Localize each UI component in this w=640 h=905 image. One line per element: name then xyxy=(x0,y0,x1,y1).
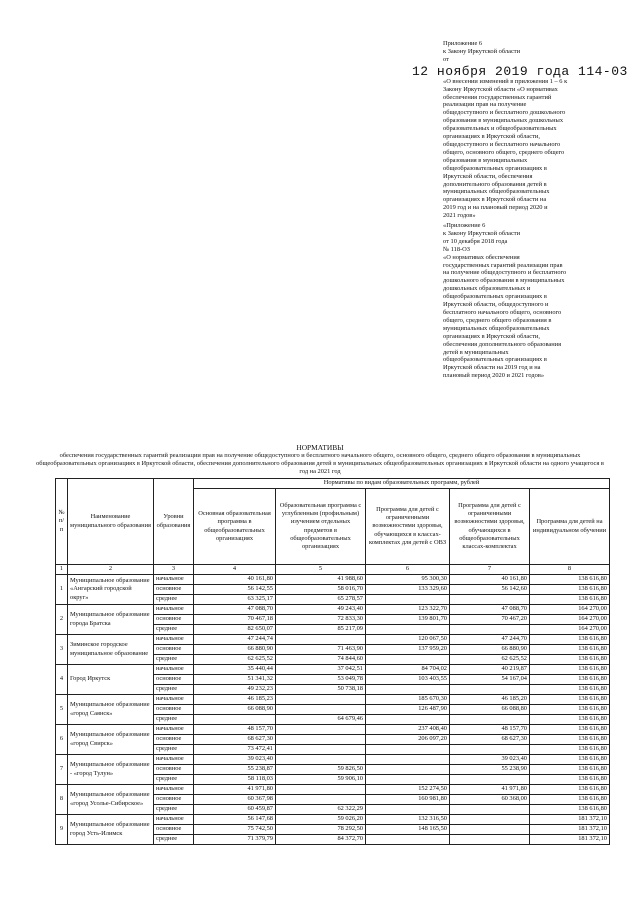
normative-value: 72 833,30 xyxy=(276,615,366,625)
col-6-header: Программа для детей с ограниченными возможностями здоровья, обучающихся в классах-комплектах для детей с ОВЗ xyxy=(366,489,450,565)
header-line: на получение общедоступного и бесплатного xyxy=(443,269,567,277)
header-line: к Закону Иркутской области xyxy=(443,229,521,237)
normative-value: 78 292,50 xyxy=(276,825,366,835)
document-title: НОРМАТИВЫ xyxy=(296,443,344,452)
normative-value: 138 616,80 xyxy=(530,775,610,785)
municipality-name: Муниципальное образование город Усть-Илимск xyxy=(68,815,154,845)
programs-group-header: Нормативы по видам образовательных программ, рублей xyxy=(194,479,610,489)
header-line: 2019 год и на плановый период 2020 и xyxy=(443,204,548,212)
col-level-header: Уровни образования xyxy=(154,479,194,565)
col-num-header: № п/п xyxy=(56,479,68,565)
header-line: от xyxy=(443,55,449,63)
normative-value: 48 157,70 xyxy=(194,725,276,735)
normative-value: 181 372,10 xyxy=(530,815,610,825)
colnum: 1 xyxy=(56,565,68,575)
colnum: 7 xyxy=(450,565,530,575)
normative-value: 40 161,80 xyxy=(450,575,530,585)
education-level: начальное xyxy=(154,575,194,585)
normative-value: 56 147,68 xyxy=(194,815,276,825)
normative-value: 160 981,80 xyxy=(366,795,450,805)
normative-value: 138 616,80 xyxy=(530,635,610,645)
normative-value: 55 238,90 xyxy=(450,765,530,775)
header-line: образования в муниципальных xyxy=(443,156,528,164)
header-line: государственных гарантий реализации прав xyxy=(443,261,563,269)
normative-value: 66 088,90 xyxy=(194,705,276,715)
header-line: муниципальных общеобразовательных xyxy=(443,188,550,196)
header-line: обеспечения государственных гарантий xyxy=(443,93,552,101)
normative-value: 84 704,02 xyxy=(366,665,450,675)
normative-value: 68 627,30 xyxy=(450,735,530,745)
normative-value: 60 367,98 xyxy=(194,795,276,805)
row-number: 6 xyxy=(56,725,68,755)
header-line: общеобразовательных организациях в xyxy=(443,164,547,172)
normative-value: 60 459,87 xyxy=(194,805,276,815)
normative-value xyxy=(450,625,530,635)
municipality-name: Муниципальное образование «город Усолье-Сибирское» xyxy=(68,785,154,815)
header-line: «О внесении изменений в приложения 1 – 6 к xyxy=(443,77,568,85)
education-level: начальное xyxy=(154,605,194,615)
normative-value: 185 670,30 xyxy=(366,695,450,705)
normative-value: 85 217,09 xyxy=(276,625,366,635)
header-line: от 10 декабря 2018 года xyxy=(443,237,508,245)
colnum: 3 xyxy=(154,565,194,575)
normative-value: 95 300,30 xyxy=(366,575,450,585)
municipality-name: Муниципальное образование - «город Тулун» xyxy=(68,755,154,785)
header-line: Иркутской области на 2019 год и на xyxy=(443,364,541,372)
normative-value: 73 472,41 xyxy=(194,745,276,755)
normative-value: 47 088,70 xyxy=(450,605,530,615)
normative-value xyxy=(450,815,530,825)
header-line: общедоступного и бесплатного начального xyxy=(443,140,561,148)
header-line: реализации прав на получение xyxy=(443,101,527,109)
education-level: начальное xyxy=(154,725,194,735)
normative-value: 138 616,80 xyxy=(530,715,610,725)
normative-value: 41 971,80 xyxy=(450,785,530,795)
normative-value: 70 467,20 xyxy=(450,615,530,625)
header-line: общего, основного общего, среднего общего xyxy=(443,148,565,156)
normative-value xyxy=(450,715,530,725)
normative-value: 138 616,80 xyxy=(530,805,610,815)
normative-value: 62 625,52 xyxy=(450,655,530,665)
normative-value xyxy=(450,745,530,755)
row-number: 3 xyxy=(56,635,68,665)
education-level: среднее xyxy=(154,835,194,845)
normative-value: 137 959,20 xyxy=(366,645,450,655)
normative-value xyxy=(276,755,366,765)
header-line: «О нормативах обеспечения xyxy=(443,253,520,261)
normative-value: 55 238,87 xyxy=(194,765,276,775)
normative-value: 181 372,10 xyxy=(530,825,610,835)
normative-value: 62 625,52 xyxy=(194,655,276,665)
table-row xyxy=(56,665,610,675)
education-level: основное xyxy=(154,585,194,595)
header-line: Иркутской области, обеспечения xyxy=(443,172,533,180)
education-level: среднее xyxy=(154,745,194,755)
col-8-header: Программа для детей на индивидуальном обучении xyxy=(530,489,610,565)
normative-value: 138 616,80 xyxy=(530,735,610,745)
header-line: дополнительного образования детей в xyxy=(443,180,547,188)
normative-value: 138 616,80 xyxy=(530,645,610,655)
normative-value xyxy=(276,635,366,645)
normative-value: 39 023,40 xyxy=(194,755,276,765)
education-level: среднее xyxy=(154,775,194,785)
normative-value: 40 161,80 xyxy=(194,575,276,585)
municipality-name: Муниципальное образование «город Свирск» xyxy=(68,725,154,755)
normative-value: 138 616,80 xyxy=(530,725,610,735)
normative-value xyxy=(276,735,366,745)
normative-value: 138 616,80 xyxy=(530,765,610,775)
normative-value: 56 142,55 xyxy=(194,585,276,595)
normative-value: 126 487,90 xyxy=(366,705,450,715)
normative-value xyxy=(366,775,450,785)
normative-value: 39 023,40 xyxy=(450,755,530,765)
header-line: № 118-ОЗ xyxy=(443,245,470,253)
header-line: общеобразовательных организациях в xyxy=(443,356,547,364)
normative-value: 54 167,04 xyxy=(450,675,530,685)
municipality-name: Зиминское городское муниципальное образование xyxy=(68,635,154,665)
normative-value xyxy=(366,625,450,635)
header-line: Приложение 6 xyxy=(443,40,483,47)
normative-value: 35 440,44 xyxy=(194,665,276,675)
colnum: 6 xyxy=(366,565,450,575)
table-row xyxy=(56,725,610,735)
normative-value: 138 616,80 xyxy=(530,755,610,765)
normative-value: 48 157,70 xyxy=(450,725,530,735)
normative-value: 40 219,87 xyxy=(450,665,530,675)
table-row xyxy=(56,575,610,585)
colnum: 5 xyxy=(276,565,366,575)
normative-value xyxy=(450,685,530,695)
colnum: 4 xyxy=(194,565,276,575)
normative-value xyxy=(366,685,450,695)
education-level: среднее xyxy=(154,715,194,725)
normative-value: 138 616,80 xyxy=(530,795,610,805)
header-line: организациях в Иркутской области, xyxy=(443,332,540,340)
header-line: Закону Иркутской области «О нормативах xyxy=(443,85,558,93)
normative-value: 70 467,18 xyxy=(194,615,276,625)
normative-value: 181 372,10 xyxy=(530,835,610,845)
normative-value: 58 118,03 xyxy=(194,775,276,785)
header-line: 2021 годов» xyxy=(443,212,476,220)
col-4-header: Основная образовательная программа в общеобразовательных организациях xyxy=(194,489,276,565)
normative-value: 59 026,20 xyxy=(276,815,366,825)
education-level: основное xyxy=(154,645,194,655)
header-line: муниципальных общеобразовательных xyxy=(443,324,550,332)
education-level: начальное xyxy=(154,665,194,675)
normative-value: 41 988,60 xyxy=(276,575,366,585)
normative-value xyxy=(450,835,530,845)
education-level: среднее xyxy=(154,655,194,665)
normative-value: 123 322,70 xyxy=(366,605,450,615)
normative-value: 46 185,23 xyxy=(194,695,276,705)
education-level: начальное xyxy=(154,635,194,645)
education-level: основное xyxy=(154,735,194,745)
education-level: основное xyxy=(154,825,194,835)
municipality-name: Город Иркутск xyxy=(68,665,154,695)
education-level: основное xyxy=(154,795,194,805)
document-subtitle: обеспечения государственных гарантий реализации прав на получение общедоступного и бесплатного начального общего, основного общего, среднего общего образования в муниципальных общеобразовательных организациях в Иркутской области, обеспечения дополнительного образования детей в муниципальных общеобразовательных организациях в Иркутской области на одного учащегося в год на 2021 год xyxy=(36,452,604,476)
header-line: организациях в Иркутской области на xyxy=(443,196,547,204)
handwritten-date-number: 12 ноября 2019 года 114-03 xyxy=(412,64,628,79)
normative-value xyxy=(366,835,450,845)
normative-value xyxy=(366,765,450,775)
normative-value: 132 316,50 xyxy=(366,815,450,825)
header-line: образования в муниципальных дошкольных xyxy=(443,117,564,125)
municipality-name: Муниципальное образование «город Саянск» xyxy=(68,695,154,725)
row-number: 1 xyxy=(56,575,68,605)
normative-value: 62 322,29 xyxy=(276,805,366,815)
municipality-name: Муниципальное образование «Ангарский городской округ» xyxy=(68,575,154,605)
normative-value: 47 088,70 xyxy=(194,605,276,615)
normative-value: 60 368,00 xyxy=(450,795,530,805)
normative-value: 68 627,30 xyxy=(194,735,276,745)
header-line: обеспечения дополнительного образования xyxy=(443,340,562,348)
table-row xyxy=(56,755,610,765)
normative-value xyxy=(366,655,450,665)
normative-value: 59 906,10 xyxy=(276,775,366,785)
normative-value: 74 844,60 xyxy=(276,655,366,665)
row-number: 7 xyxy=(56,755,68,785)
normative-value xyxy=(276,745,366,755)
normative-value: 139 801,70 xyxy=(366,615,450,625)
education-level: начальное xyxy=(154,815,194,825)
col-7-header: Программа для детей с ограниченными возможностями здоровья, обучающихся в общеобразовательных классах-комплектах xyxy=(450,489,530,565)
normative-value xyxy=(450,775,530,785)
normative-value: 164 270,00 xyxy=(530,615,610,625)
normative-value: 49 243,40 xyxy=(276,605,366,615)
header-line: общего, среднего общего образования в xyxy=(443,316,552,324)
row-number: 9 xyxy=(56,815,68,845)
education-level: начальное xyxy=(154,695,194,705)
normative-value: 58 016,70 xyxy=(276,585,366,595)
normative-value xyxy=(276,705,366,715)
normative-value xyxy=(276,725,366,735)
header-line: общедоступного и бесплатного дошкольного xyxy=(443,109,566,117)
normative-value: 103 403,55 xyxy=(366,675,450,685)
column-number-row xyxy=(56,565,610,575)
normatives-table xyxy=(55,478,610,845)
normative-value: 53 049,78 xyxy=(276,675,366,685)
normative-value: 64 679,46 xyxy=(276,715,366,725)
normative-value xyxy=(276,795,366,805)
normative-value xyxy=(276,785,366,795)
row-number: 5 xyxy=(56,695,68,725)
header-line: бесплатного начального общего, основного xyxy=(443,308,562,316)
normative-value xyxy=(366,595,450,605)
education-level: начальное xyxy=(154,755,194,765)
normative-value: 138 616,80 xyxy=(530,585,610,595)
table-row xyxy=(56,605,610,615)
normative-value: 66 088,80 xyxy=(450,705,530,715)
education-level: среднее xyxy=(154,595,194,605)
row-number: 2 xyxy=(56,605,68,635)
header-line: дошкольных образовательных и xyxy=(443,285,531,293)
normative-value: 71 463,90 xyxy=(276,645,366,655)
colnum: 2 xyxy=(68,565,154,575)
header-line: к Закону Иркутской области xyxy=(443,47,521,55)
header-line: детей в муниципальных xyxy=(443,348,509,356)
col-5-header: Образовательная программа с углубленным (профильным) изучением отдельных предметов в общеобразовательных организациях xyxy=(276,489,366,565)
normative-value: 66 880,90 xyxy=(450,645,530,655)
normative-value: 49 232,23 xyxy=(194,685,276,695)
normative-value: 148 165,50 xyxy=(366,825,450,835)
header-line: образовательных и общеобразовательных xyxy=(443,125,557,133)
table-row xyxy=(56,695,610,705)
normative-value: 63 325,17 xyxy=(194,595,276,605)
education-level: основное xyxy=(154,675,194,685)
normative-value: 120 067,50 xyxy=(366,635,450,645)
normative-value: 66 880,90 xyxy=(194,645,276,655)
normative-value: 50 738,18 xyxy=(276,685,366,695)
header-line: Иркутской области, общедоступного и xyxy=(443,301,549,309)
normative-value: 65 278,57 xyxy=(276,595,366,605)
normative-value: 133 329,60 xyxy=(366,585,450,595)
normative-value: 138 616,80 xyxy=(530,665,610,675)
normative-value xyxy=(366,805,450,815)
row-number: 4 xyxy=(56,665,68,695)
municipality-name: Муниципальное образование города Братска xyxy=(68,605,154,635)
normative-value: 164 270,00 xyxy=(530,605,610,615)
normative-value: 138 616,80 xyxy=(530,745,610,755)
normative-value: 138 616,80 xyxy=(530,675,610,685)
normative-value: 47 244,74 xyxy=(194,635,276,645)
header-line: «Приложение 6 xyxy=(443,222,486,229)
normative-value: 138 616,80 xyxy=(530,705,610,715)
education-level: основное xyxy=(154,765,194,775)
col-mo-header: Наименование муниципального образования xyxy=(68,479,154,565)
normative-value xyxy=(194,715,276,725)
normative-value: 138 616,80 xyxy=(530,695,610,705)
education-level: среднее xyxy=(154,625,194,635)
normative-value xyxy=(450,805,530,815)
normative-value: 56 142,60 xyxy=(450,585,530,595)
colnum: 8 xyxy=(530,565,610,575)
original-law-reference xyxy=(443,222,613,380)
table-row xyxy=(56,785,610,795)
normative-value: 51 341,32 xyxy=(194,675,276,685)
normative-value: 152 274,50 xyxy=(366,785,450,795)
education-level: основное xyxy=(154,615,194,625)
normative-value: 138 616,80 xyxy=(530,685,610,695)
normative-value: 138 616,80 xyxy=(530,595,610,605)
normative-value: 82 650,07 xyxy=(194,625,276,635)
header-line: дошкольного образования в муниципальных xyxy=(443,277,565,285)
normative-value: 138 616,80 xyxy=(530,785,610,795)
education-level: среднее xyxy=(154,685,194,695)
header-line: общеобразовательных организациях в xyxy=(443,293,547,301)
normative-value xyxy=(366,715,450,725)
normative-value xyxy=(450,595,530,605)
header-line: плановый период 2020 и 2021 годов» xyxy=(443,372,545,380)
row-number: 8 xyxy=(56,785,68,815)
normative-value: 59 826,50 xyxy=(276,765,366,775)
normative-value: 46 185,20 xyxy=(450,695,530,705)
normative-value: 206 097,20 xyxy=(366,735,450,745)
normative-value: 138 616,80 xyxy=(530,655,610,665)
normative-value: 47 244,70 xyxy=(450,635,530,645)
education-level: основное xyxy=(154,705,194,715)
header-line: организациях в Иркутской области, xyxy=(443,133,540,141)
normative-value: 138 616,80 xyxy=(530,575,610,585)
normative-value: 71 379,79 xyxy=(194,835,276,845)
normative-value: 37 042,51 xyxy=(276,665,366,675)
normative-value: 84 372,70 xyxy=(276,835,366,845)
normative-value xyxy=(450,825,530,835)
table-row xyxy=(56,815,610,825)
education-level: начальное xyxy=(154,785,194,795)
normative-value: 237 408,40 xyxy=(366,725,450,735)
normative-value: 41 971,80 xyxy=(194,785,276,795)
normative-value xyxy=(366,755,450,765)
normative-value xyxy=(276,695,366,705)
normative-value: 164 270,00 xyxy=(530,625,610,635)
normative-value: 75 742,50 xyxy=(194,825,276,835)
normative-value xyxy=(366,745,450,755)
education-level: среднее xyxy=(154,805,194,815)
table-row xyxy=(56,635,610,645)
